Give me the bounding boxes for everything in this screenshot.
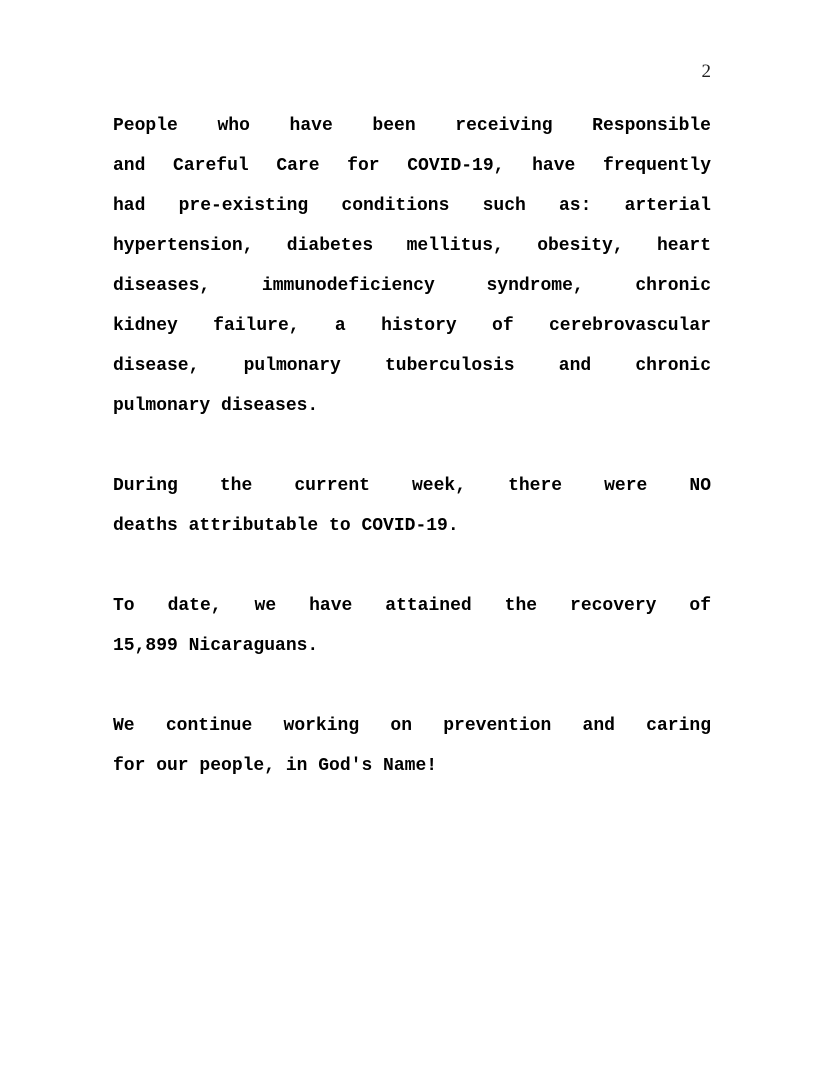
page-number: 2: [701, 61, 711, 82]
text-line: People who have been receiving Responsible: [113, 116, 711, 136]
text-line: had pre-existing conditions such as: arterial: [113, 196, 711, 216]
document-body: [113, 106, 711, 826]
paragraph-closing: [113, 706, 711, 786]
text-line: 15,899 Nicaraguans.: [113, 636, 319, 656]
text-line: hypertension, diabetes mellitus, obesity, heart: [113, 236, 711, 256]
paragraph-recoveries: [113, 586, 711, 666]
text-line: diseases, immunodeficiency syndrome, chronic: [113, 276, 711, 296]
paragraph-weekly-deaths: [113, 466, 711, 546]
text-line: kidney failure, a history of cerebrovascular: [113, 316, 711, 336]
text-line: To date, we have attained the recovery of: [113, 596, 711, 616]
text-line: During the current week, there were NO: [113, 476, 711, 496]
paragraph-pre-existing-conditions: [113, 106, 711, 426]
text-line: for our people, in God's Name!: [113, 756, 438, 776]
text-line: pulmonary diseases.: [113, 396, 319, 416]
text-line: and Careful Care for COVID-19, have frequently: [113, 156, 711, 176]
text-line: We continue working on prevention and caring: [113, 716, 711, 736]
text-line: deaths attributable to COVID-19.: [113, 516, 459, 536]
text-line: disease, pulmonary tuberculosis and chronic: [113, 356, 711, 376]
